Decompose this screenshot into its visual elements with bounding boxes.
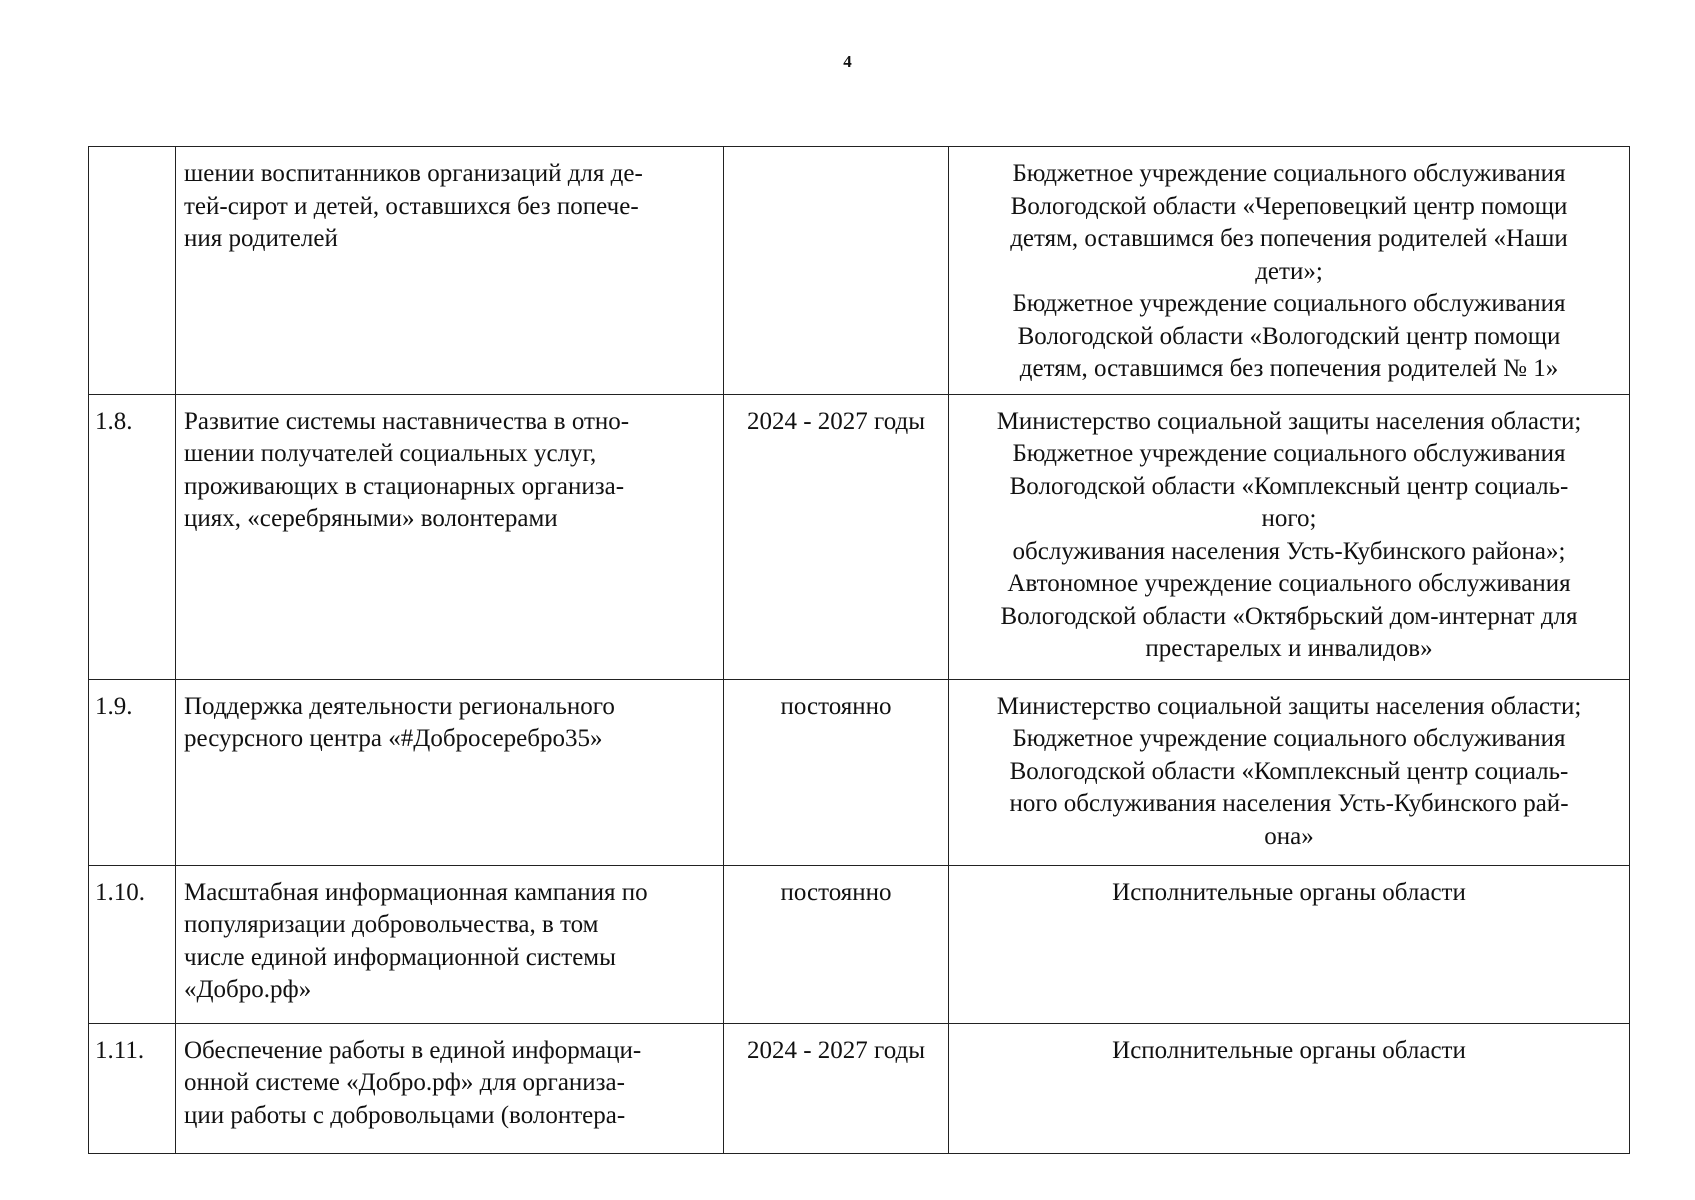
measure-name-line: онной системе «Добро.рф» для организа- [184, 1069, 625, 1096]
responsible-executor-line: Вологодской области «Комплексный центр социаль- [1009, 757, 1569, 785]
measure-name-line: ресурсного центра «#Добросеребро35» [184, 725, 603, 752]
measure-name-line: проживающих в стационарных организа- [184, 472, 625, 500]
responsible-executor-line: Исполнительные органы области [1112, 878, 1466, 906]
responsible-executor-line: Исполнительные органы области [1112, 1036, 1466, 1064]
item-number: 1.8. [89, 394, 176, 679]
responsible-executor-line: ного обслуживания населения Усть-Кубинского рай- [1009, 790, 1569, 817]
responsible-executor-line: Автономное учреждение социального обслуживания [1007, 570, 1571, 597]
item-number [89, 147, 176, 395]
page-number: 4 [843, 52, 852, 71]
responsible-executor-line: Вологодской области «Череповецкий центр помощи [1010, 192, 1568, 220]
responsible-executor-line: Бюджетное учреждение социального обслуживания [1012, 290, 1566, 317]
measure-name [176, 394, 724, 679]
measure-name [176, 147, 724, 395]
measure-name-line: популяризации добровольчества, в том [184, 911, 599, 938]
implementation-term: постоянно [724, 865, 949, 1023]
implementation-term: постоянно [724, 679, 949, 865]
measure-name-line: «Добро.рф» [184, 976, 312, 1003]
responsible-executor-line: Вологодской области «Вологодский центр помощи [1017, 322, 1561, 350]
responsible-executors [949, 394, 1630, 679]
responsible-executor-line: Министерство социальной защиты населения области; [996, 407, 1582, 435]
measures-table [88, 146, 1630, 1154]
table-row [89, 1023, 1630, 1153]
table-row [89, 394, 1630, 679]
responsible-executor-line: Бюджетное учреждение социального обслуживания [1012, 160, 1566, 187]
measure-name-line: ции работы с добровольцами (волонтера- [184, 1101, 626, 1129]
measure-name-line: числе единой информационной системы [184, 943, 616, 971]
responsible-executor-line: Бюджетное учреждение социального обслуживания [1012, 725, 1566, 752]
table-row [89, 679, 1630, 865]
responsible-executor-line: Бюджетное учреждение социального обслуживания [1012, 440, 1566, 467]
responsible-executor-line: престарелых и инвалидов» [1145, 635, 1433, 662]
measure-name [176, 679, 724, 865]
measure-name-line: циях, «серебряными» волонтерами [184, 505, 558, 532]
responsible-executor-line: дети»; [1255, 257, 1323, 285]
item-number: 1.11. [89, 1023, 176, 1153]
responsible-executor-line: Вологодской области «Комплексный центр социаль- [1009, 472, 1569, 500]
measure-name-line: шении получателей социальных услуг, [184, 440, 597, 467]
responsible-executor-line: ного; [1261, 505, 1317, 532]
responsible-executor-line: Вологодской области «Октябрьский дом-интернат для [1000, 602, 1578, 630]
item-number: 1.9. [89, 679, 176, 865]
measure-name-line: ния родителей [184, 225, 338, 252]
responsible-executors [949, 1023, 1630, 1153]
responsible-executor-line: она» [1264, 822, 1314, 850]
responsible-executors [949, 147, 1630, 395]
table-row [89, 865, 1630, 1023]
responsible-executors [949, 865, 1630, 1023]
responsible-executor-line: детям, оставшимся без попечения родителей № 1» [1019, 355, 1559, 382]
measure-name [176, 865, 724, 1023]
measure-name-line: Обеспечение работы в единой информаци- [184, 1036, 642, 1064]
measure-name-line: шении воспитанников организаций для де- [184, 160, 643, 187]
table-row [89, 147, 1630, 395]
measure-name-line: тей-сирот и детей, оставшихся без попече- [184, 192, 639, 220]
responsible-executor-line: детям, оставшимся без попечения родителей «Наши [1010, 225, 1568, 252]
measure-name-line: Поддержка деятельности регионального [184, 692, 615, 720]
responsible-executor-line: Министерство социальной защиты населения области; [996, 692, 1582, 720]
measure-name-line: Масштабная информационная кампания по [184, 878, 648, 906]
implementation-term: 2024 - 2027 годы [724, 394, 949, 679]
measure-name [176, 1023, 724, 1153]
responsible-executor-line: обслуживания населения Усть-Кубинского района»; [1012, 537, 1566, 565]
item-number: 1.10. [89, 865, 176, 1023]
implementation-term: 2024 - 2027 годы [724, 1023, 949, 1153]
implementation-term [724, 147, 949, 395]
responsible-executors [949, 679, 1630, 865]
measure-name-line: Развитие системы наставничества в отно- [184, 407, 630, 435]
measures-table-body [89, 147, 1630, 1154]
